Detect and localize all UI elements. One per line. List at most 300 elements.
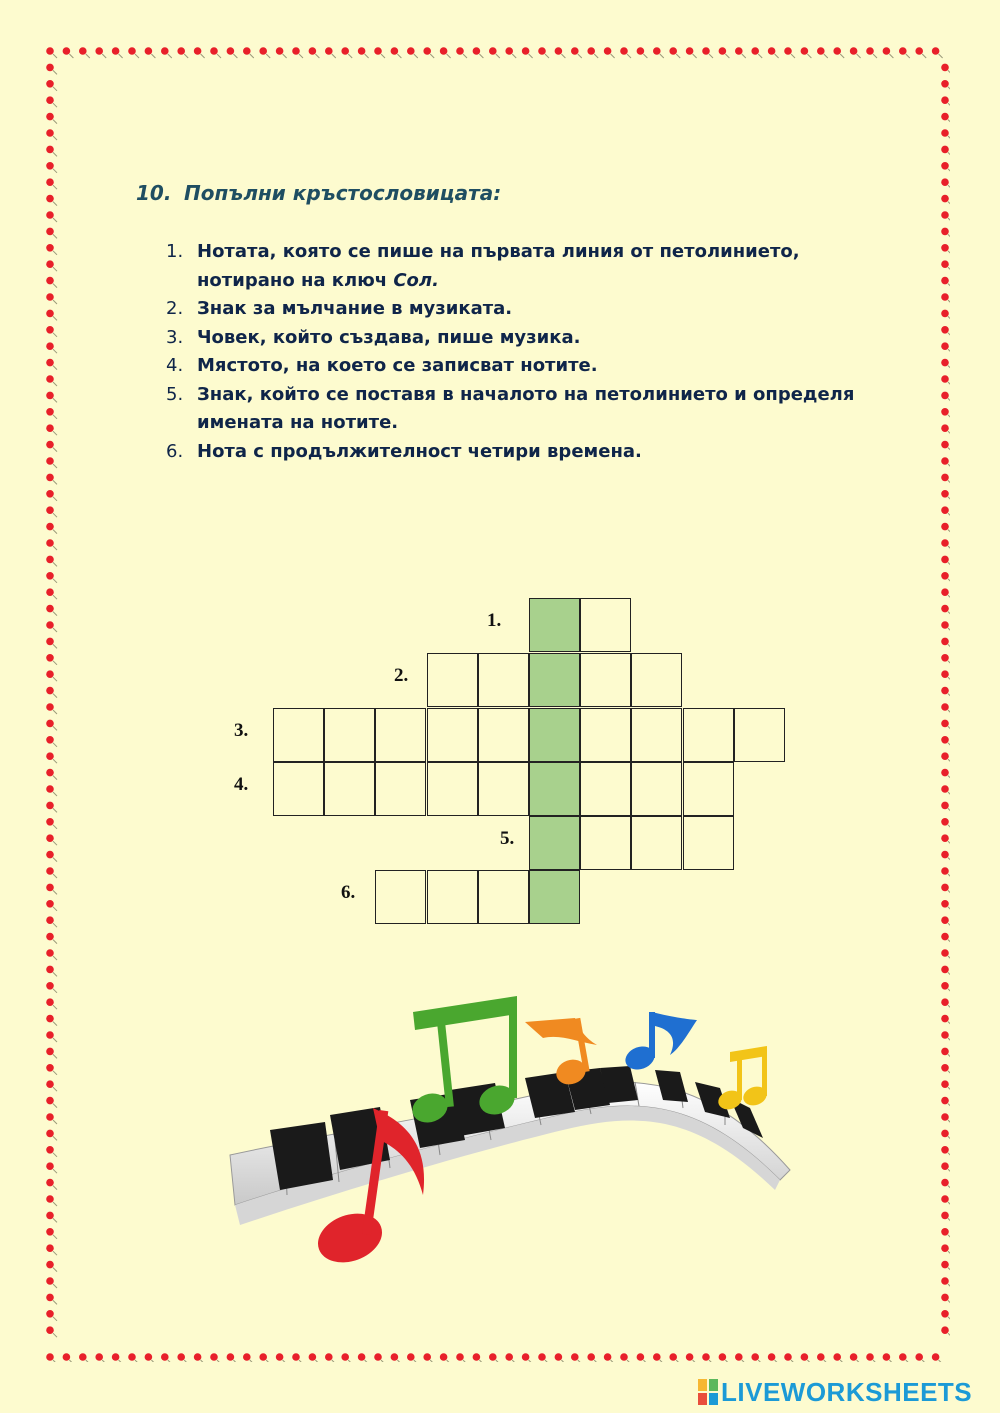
crossword-cell[interactable]	[734, 708, 785, 762]
clue-item	[166, 381, 866, 438]
border-dash	[948, 415, 950, 419]
border-dash	[948, 1054, 950, 1058]
border-dash	[53, 1360, 57, 1362]
border-dash	[791, 54, 795, 58]
border-dot	[489, 1353, 497, 1361]
task-title-text: Попълни кръстословицата:	[184, 181, 502, 205]
border-dot	[46, 392, 54, 400]
border-dash	[948, 825, 950, 829]
border-dash	[365, 1360, 369, 1362]
border-dash	[250, 1360, 254, 1362]
liveworksheets-logo	[697, 1377, 972, 1407]
border-dash	[53, 398, 57, 402]
border-dot	[292, 1353, 300, 1361]
border-dot	[46, 1130, 54, 1138]
border-dot	[555, 47, 563, 55]
border-dot	[161, 47, 169, 55]
border-dot	[941, 1097, 949, 1105]
border-dot	[686, 47, 694, 55]
border-dot	[95, 47, 103, 55]
border-dash	[479, 1360, 483, 1362]
border-dot	[194, 1353, 202, 1361]
border-dot	[46, 1294, 54, 1302]
crossword-cell[interactable]	[478, 870, 529, 924]
border-dash	[135, 54, 139, 58]
border-dot	[46, 162, 54, 170]
border-dash	[948, 923, 950, 927]
border-dash	[939, 54, 943, 58]
crossword-key-cell[interactable]	[529, 708, 580, 762]
border-dot	[941, 424, 949, 432]
border-dash	[53, 1071, 57, 1075]
crossword-cell[interactable]	[478, 762, 529, 816]
border-dash	[948, 480, 950, 484]
border-dot	[63, 47, 71, 55]
border-dot	[391, 1353, 399, 1361]
border-dot	[941, 933, 949, 941]
border-dash	[561, 54, 565, 58]
border-dash	[948, 841, 950, 845]
border-dash	[53, 1202, 57, 1206]
border-dash	[948, 103, 950, 107]
border-dash	[53, 218, 57, 222]
border-dot	[46, 310, 54, 318]
border-dot	[341, 1353, 349, 1361]
border-dot	[941, 523, 949, 531]
border-dash	[217, 54, 221, 58]
border-dash	[948, 694, 950, 698]
border-dash	[948, 185, 950, 189]
border-dot	[941, 556, 949, 564]
border-dot	[702, 47, 710, 55]
crossword-cell[interactable]	[375, 762, 426, 816]
border-dash	[725, 54, 729, 58]
border-dash	[315, 1360, 319, 1362]
crossword-key-cell[interactable]	[529, 870, 580, 924]
border-dash	[53, 1300, 57, 1304]
border-dash	[53, 120, 57, 124]
border-dot	[941, 949, 949, 957]
border-dot	[46, 1261, 54, 1269]
border-dash	[217, 1360, 221, 1362]
border-dash	[53, 1153, 57, 1157]
border-dash	[119, 54, 123, 58]
crossword-cell[interactable]	[478, 708, 529, 762]
border-dot	[653, 1353, 661, 1361]
border-dash	[53, 858, 57, 862]
border-dot	[941, 310, 949, 318]
crossword-cell[interactable]	[683, 762, 734, 816]
border-dash	[53, 464, 57, 468]
crossword-cell[interactable]	[427, 653, 478, 707]
crossword-row-label: 6.	[341, 882, 356, 903]
clue-text: Знак за мълчание в музиката.	[197, 298, 513, 319]
border-dash	[948, 759, 950, 763]
crossword-cell[interactable]	[324, 762, 375, 816]
border-dash	[53, 907, 57, 911]
border-dot	[46, 851, 54, 859]
border-dot	[941, 441, 949, 449]
border-dash	[948, 169, 950, 173]
border-dash	[151, 1360, 155, 1362]
border-dash	[53, 1120, 57, 1124]
border-dot	[620, 1353, 628, 1361]
border-dot	[325, 47, 333, 55]
border-dash	[676, 54, 680, 58]
border-dash	[758, 54, 762, 58]
crossword-cell[interactable]	[375, 870, 426, 924]
border-dot	[604, 1353, 612, 1361]
border-dot	[686, 1353, 694, 1361]
border-dot	[423, 47, 431, 55]
border-dot	[941, 260, 949, 268]
border-dash	[332, 54, 336, 58]
border-dot	[46, 293, 54, 301]
border-dash	[948, 808, 950, 812]
border-dash	[53, 874, 57, 878]
border-dot	[522, 1353, 530, 1361]
border-dash	[53, 70, 57, 74]
border-dash	[578, 1360, 582, 1362]
clue-text: Нотата, която се пише на първата линия от петолинието, нотирано на ключ	[197, 241, 800, 291]
border-dot	[46, 113, 54, 121]
border-dot	[423, 1353, 431, 1361]
border-dot	[46, 621, 54, 629]
border-dash	[948, 513, 950, 517]
border-dot	[941, 80, 949, 88]
border-dot	[941, 326, 949, 334]
crossword-cell[interactable]	[580, 598, 631, 652]
border-dash	[873, 54, 877, 58]
clue-text: Нота с продължителност четири времена.	[197, 440, 642, 462]
border-dot	[941, 1031, 949, 1039]
border-dash	[69, 1360, 73, 1362]
border-dot	[46, 1310, 54, 1318]
border-dash	[53, 300, 57, 304]
border-dot	[941, 572, 949, 580]
border-dot	[46, 178, 54, 186]
border-dot	[817, 47, 825, 55]
border-dash	[775, 54, 779, 58]
border-dot	[46, 670, 54, 678]
border-dash	[948, 530, 950, 534]
border-dot	[46, 802, 54, 810]
border-dash	[184, 1360, 188, 1362]
crossword-key-cell[interactable]	[529, 762, 580, 816]
border-dot	[941, 277, 949, 285]
border-dot	[941, 1244, 949, 1252]
border-dash	[53, 366, 57, 370]
crossword-cell[interactable]	[273, 762, 324, 816]
border-dash	[873, 1360, 877, 1362]
border-dot	[46, 1212, 54, 1220]
border-dash	[791, 1360, 795, 1362]
border-dot	[932, 1353, 940, 1361]
border-dot	[817, 1353, 825, 1361]
border-dash	[529, 54, 533, 58]
border-dash	[53, 1136, 57, 1140]
border-dot	[941, 244, 949, 252]
logo-badge-icon	[697, 1378, 719, 1406]
border-dash	[53, 743, 57, 747]
border-dash	[948, 1333, 950, 1337]
border-dash	[53, 841, 57, 845]
crossword-key-cell[interactable]	[529, 816, 580, 870]
crossword-cell[interactable]	[273, 708, 324, 762]
border-dash	[119, 1360, 123, 1362]
border-dot	[941, 490, 949, 498]
border-dash	[447, 1360, 451, 1362]
border-dash	[53, 267, 57, 271]
border-dot	[883, 47, 891, 55]
border-dot	[46, 1146, 54, 1154]
border-dot	[46, 916, 54, 924]
border-dash	[561, 1360, 565, 1362]
border-dot	[941, 1113, 949, 1121]
border-dot	[46, 785, 54, 793]
border-dash	[53, 415, 57, 419]
border-dash	[414, 1360, 418, 1362]
crossword-cell[interactable]	[375, 708, 426, 762]
border-dash	[948, 1153, 950, 1157]
border-dash	[135, 1360, 139, 1362]
border-dash	[53, 808, 57, 812]
border-dash	[948, 333, 950, 337]
crossword-cell[interactable]	[580, 708, 631, 762]
crossword-cell[interactable]	[427, 762, 478, 816]
crossword-cell[interactable]	[631, 653, 682, 707]
border-dot	[489, 47, 497, 55]
border-dot	[341, 47, 349, 55]
border-dash	[266, 54, 270, 58]
border-dash	[53, 1251, 57, 1255]
border-dot	[941, 539, 949, 547]
border-dash	[53, 54, 57, 58]
border-dash	[397, 54, 401, 58]
border-dot	[46, 457, 54, 465]
border-dash	[53, 1218, 57, 1222]
border-dash	[922, 1360, 926, 1362]
border-dash	[512, 1360, 516, 1362]
crossword-cell[interactable]	[631, 708, 682, 762]
border-dash	[53, 1268, 57, 1272]
border-dash	[53, 1087, 57, 1091]
border-dot	[538, 1353, 546, 1361]
border-dot	[95, 1353, 103, 1361]
border-dot	[128, 47, 136, 55]
border-dot	[46, 769, 54, 777]
crossword-cell[interactable]	[631, 762, 682, 816]
border-dot	[941, 802, 949, 810]
border-dash	[939, 1360, 943, 1362]
border-dot	[46, 474, 54, 482]
crossword-cell[interactable]	[683, 816, 734, 870]
border-dot	[768, 47, 776, 55]
border-dash	[53, 1022, 57, 1026]
crossword-cell[interactable]	[580, 653, 631, 707]
border-dot	[46, 1244, 54, 1252]
crossword-cell[interactable]	[427, 708, 478, 762]
border-dash	[53, 1054, 57, 1058]
border-dot	[941, 670, 949, 678]
border-dash	[414, 54, 418, 58]
crossword-key-cell[interactable]	[529, 598, 580, 652]
border-dot	[358, 1353, 366, 1361]
border-dot	[941, 884, 949, 892]
border-dash	[53, 972, 57, 976]
border-dot	[941, 408, 949, 416]
logo-text: LIVEWORKSHEETS	[721, 1376, 973, 1407]
border-dot	[46, 556, 54, 564]
clue-item	[166, 438, 866, 467]
border-dot	[391, 47, 399, 55]
border-dash	[948, 382, 950, 386]
border-dash	[53, 1235, 57, 1239]
border-dot	[768, 1353, 776, 1361]
border-dash	[693, 1360, 697, 1362]
border-dot	[46, 1162, 54, 1170]
border-dot	[751, 47, 759, 55]
border-dash	[53, 923, 57, 927]
border-dot	[941, 982, 949, 990]
border-dot	[46, 818, 54, 826]
border-dot	[456, 47, 464, 55]
border-dot	[46, 260, 54, 268]
border-dash	[948, 1038, 950, 1042]
border-dash	[948, 1202, 950, 1206]
border-dash	[102, 54, 106, 58]
border-dash	[948, 612, 950, 616]
border-dot	[276, 1353, 284, 1361]
border-dash	[168, 1360, 172, 1362]
border-dash	[53, 480, 57, 484]
crossword-cell[interactable]	[580, 816, 631, 870]
border-dot	[941, 1146, 949, 1154]
border-dot	[784, 1353, 792, 1361]
border-dot	[374, 1353, 382, 1361]
border-dot	[112, 47, 120, 55]
border-dot	[941, 195, 949, 203]
border-dot	[46, 998, 54, 1006]
border-dash	[545, 1360, 549, 1362]
crossword-row-label: 5.	[500, 828, 515, 849]
crossword-cell[interactable]	[683, 708, 734, 762]
border-dot	[941, 96, 949, 104]
border-dot	[941, 1294, 949, 1302]
border-dash	[53, 497, 57, 501]
border-dot	[374, 47, 382, 55]
border-dash	[948, 1218, 950, 1222]
border-dot	[145, 47, 153, 55]
task-number: 10.	[136, 181, 172, 205]
border-dot	[46, 1080, 54, 1088]
border-dash	[948, 431, 950, 435]
border-dash	[53, 726, 57, 730]
border-dot	[46, 1179, 54, 1187]
border-dash	[463, 1360, 467, 1362]
border-dot	[941, 736, 949, 744]
border-dot	[941, 474, 949, 482]
border-dash	[948, 251, 950, 255]
border-dash	[266, 1360, 270, 1362]
crossword-cell[interactable]	[324, 708, 375, 762]
border-dash	[948, 1284, 950, 1288]
crossword-key-cell[interactable]	[529, 653, 580, 707]
border-dot	[46, 1353, 54, 1361]
border-dot	[571, 1353, 579, 1361]
border-dash	[53, 644, 57, 648]
border-dot	[941, 293, 949, 301]
border-dash	[676, 1360, 680, 1362]
border-dash	[53, 513, 57, 517]
crossword-cell[interactable]	[631, 816, 682, 870]
border-dot	[276, 47, 284, 55]
border-dash	[948, 562, 950, 566]
border-dash	[53, 612, 57, 616]
border-dash	[948, 1235, 950, 1239]
border-dash	[948, 1186, 950, 1190]
border-dash	[430, 54, 434, 58]
border-dot	[473, 47, 481, 55]
border-dash	[53, 776, 57, 780]
border-dash	[948, 1136, 950, 1140]
border-dash	[742, 54, 746, 58]
border-dash	[948, 1300, 950, 1304]
border-dash	[315, 54, 319, 58]
border-dot	[941, 998, 949, 1006]
clue-item	[166, 352, 866, 381]
border-dot	[46, 687, 54, 695]
border-dash	[86, 1360, 90, 1362]
border-dash	[948, 661, 950, 665]
border-dot	[941, 1195, 949, 1203]
border-dot	[46, 80, 54, 88]
border-dot	[46, 490, 54, 498]
border-dash	[53, 1186, 57, 1190]
border-dot	[941, 966, 949, 974]
border-dot	[941, 834, 949, 842]
border-dash	[948, 464, 950, 468]
border-dot	[46, 703, 54, 711]
border-dash	[53, 890, 57, 894]
border-dash	[948, 316, 950, 320]
border-dash	[53, 333, 57, 337]
border-dot	[46, 441, 54, 449]
border-dot	[941, 392, 949, 400]
border-dot	[932, 47, 940, 55]
border-dot	[883, 1353, 891, 1361]
border-dot	[751, 1353, 759, 1361]
crossword-cell[interactable]	[580, 762, 631, 816]
clue-number: 2.	[166, 298, 184, 319]
border-dash	[299, 54, 303, 58]
border-dot	[669, 47, 677, 55]
clue-item	[166, 295, 866, 324]
border-dash	[948, 398, 950, 402]
border-dot	[46, 96, 54, 104]
border-dash	[545, 54, 549, 58]
border-dot	[440, 1353, 448, 1361]
crossword-cell[interactable]	[478, 653, 529, 707]
border-dash	[758, 1360, 762, 1362]
border-dash	[578, 54, 582, 58]
border-dash	[53, 759, 57, 763]
border-dot	[941, 900, 949, 908]
border-dot	[941, 851, 949, 859]
crossword-cell[interactable]	[427, 870, 478, 924]
border-dot	[46, 195, 54, 203]
border-dot	[941, 687, 949, 695]
